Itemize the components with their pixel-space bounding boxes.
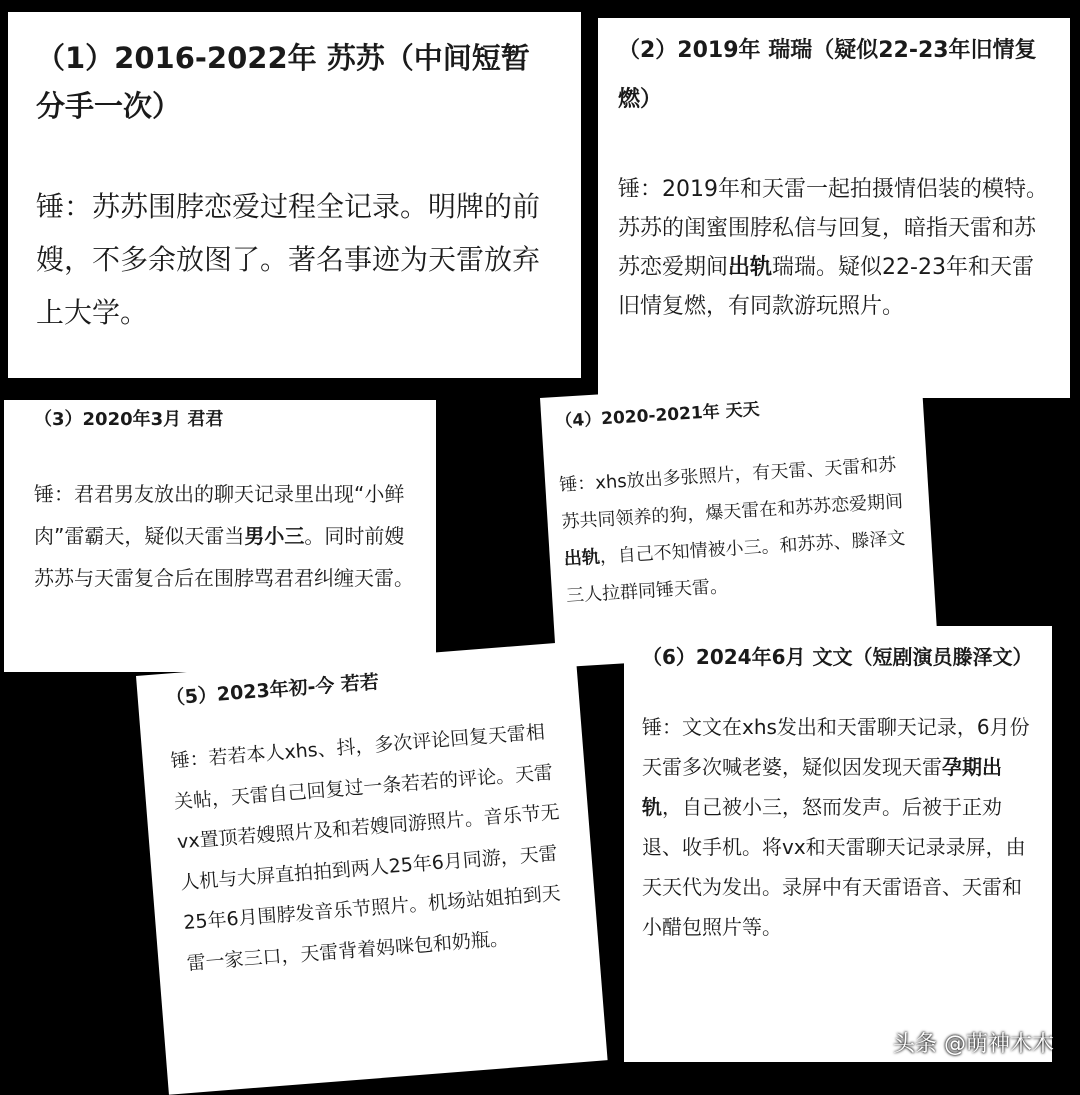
card-title: （5）2023年初-今 若若 <box>165 671 380 710</box>
card-title: （4）2020-2021年 天天 <box>554 399 761 433</box>
body-text: ，自己不知情被小三。和苏苏、滕泽文三人拉群同锤天雷。 <box>565 527 906 607</box>
card-title: （6）2024年6月 文文（短剧演员滕泽文） <box>642 645 1033 669</box>
card-1-susu <box>8 12 581 378</box>
card-3-junjun <box>4 400 436 672</box>
card-body <box>34 473 418 599</box>
body-text: 锤：若若本人xhs、抖，多次评论回复天雷相关帖，天雷自己回复过一条若若的评论。天雷vx置顶若嫂照片及和若嫂同游照片。音乐节无人机与大屏直拍拍到两人25年6月同游，天雷25年6月围脖发音乐节照片。机场站姐拍到天雷一家三口，天雷背着妈咪包和奶瓶。 <box>169 721 562 975</box>
body-text: 。同时前嫂苏苏与天雷复合后在围脖骂君君纠缠天雷。 <box>34 524 414 590</box>
card-4-tiantian <box>540 375 938 668</box>
body-text: ，自己被小三，怒而发声。后被于正劝退、收手机。将vx和天雷聊天记录录屏，由天天代为发出。录屏中有天雷语音、天雷和小醋包照片等。 <box>642 795 1026 939</box>
body-text-bold: 男小三 <box>244 524 305 548</box>
body-text: 锤：君君男友放出的聊天记录里出现“小鲜肉”雷霸天，疑似天雷当 <box>34 482 405 548</box>
card-body <box>618 170 1052 326</box>
card-5-ruoruo <box>136 641 608 1094</box>
card-body <box>169 711 581 984</box>
body-text: 锤：2019年和天雷一起拍摄情侣装的模特。苏苏的闺蜜围脖私信与回复，暗指天雷和苏苏恋爱期间 <box>618 177 1048 280</box>
body-text: 瑞瑞。疑似22-23年和天雷旧情复燃，有同款游玩照片。 <box>618 255 1034 319</box>
card-body <box>642 707 1036 947</box>
body-text: 锤：文文在xhs发出和天雷聊天记录，6月份天雷多次喊老婆，疑似因发现天雷 <box>642 715 1030 779</box>
body-text-bold: 出轨 <box>563 546 601 570</box>
card-title: （1）2016-2022年 苏苏（中间短暂分手一次） <box>36 41 530 123</box>
body-text-bold: 出轨 <box>728 255 773 280</box>
body-text: 锤：苏苏围脖恋爱过程全记录。明牌的前嫂，不多余放图了。著名事迹为天雷放弃上大学。 <box>36 190 541 329</box>
card-title: （2）2019年 瑞瑞（疑似22-23年旧情复燃） <box>618 38 1037 112</box>
watermark-text: 头条 @萌神木木 <box>893 1032 1054 1057</box>
card-2-ruirui <box>598 18 1070 398</box>
card-6-wenwen <box>624 626 1052 1062</box>
card-body <box>36 180 555 339</box>
body-text-bold: 孕期出轨 <box>642 755 1002 819</box>
body-text: 锤：xhs放出多张照片，有天雷、天雷和苏苏共同领养的狗，爆天雷在和苏苏恋爱期间 <box>558 454 904 533</box>
card-body <box>558 445 920 614</box>
card-title: （3）2020年3月 君君 <box>34 409 224 430</box>
